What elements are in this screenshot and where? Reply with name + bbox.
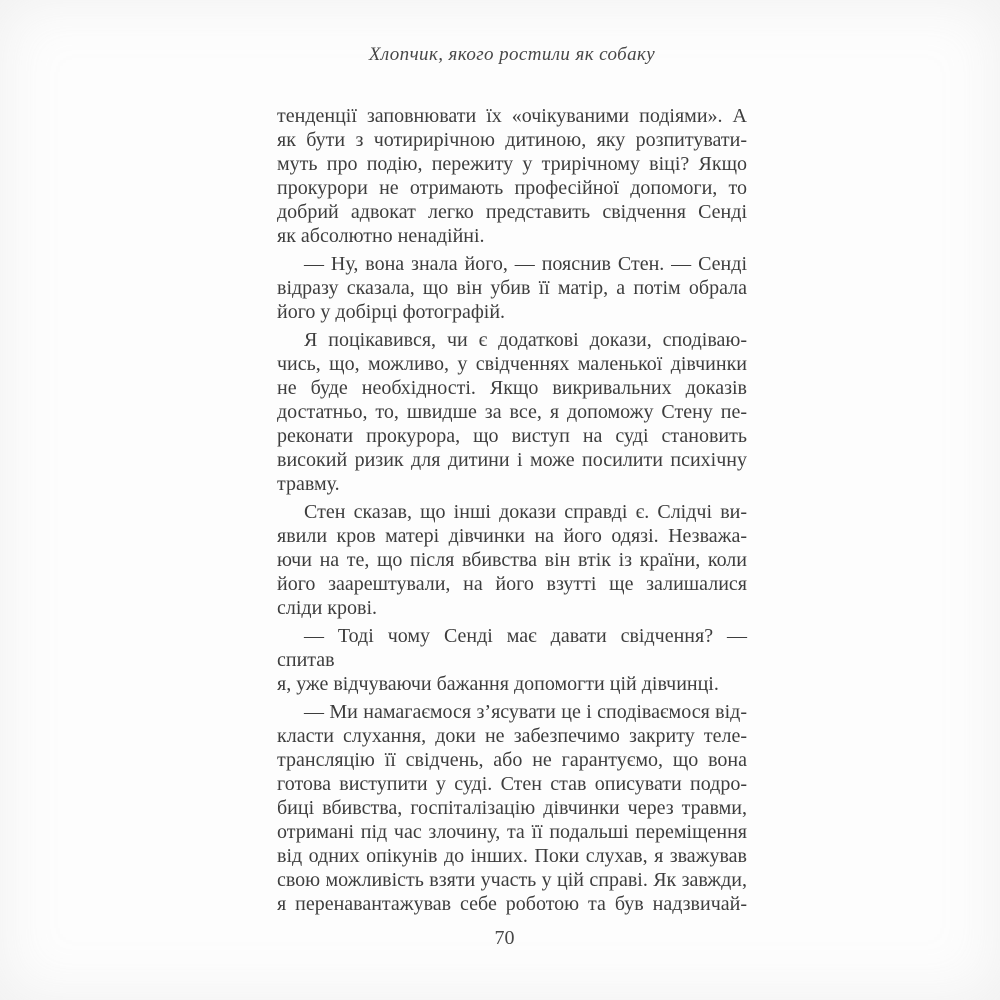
text-line: муть про подію, пережиту у трирічному віці? Якщо <box>277 153 747 175</box>
text-line: ючи на те, що після вбивства він втік із країни, коли <box>277 549 747 571</box>
text-line: чись, що, можливо, у свідченнях маленької дівчинки <box>277 353 747 375</box>
text-line: реконати прокурора, що виступ на суді становить <box>277 425 747 447</box>
text-line: як абсолютно ненадійні. <box>277 225 485 247</box>
text-line: достатньо, то, швидше за все, я допоможу Стену пе- <box>277 401 747 423</box>
text-line: його заарештували, на його взутті ще залишалися <box>277 573 747 595</box>
text-line: биці вбивства, госпіталізацію дівчинки через травми, <box>277 797 747 819</box>
paragraph <box>277 104 747 248</box>
text-line: — Тоді чому Сенді має давати свідчення? — спитав <box>277 625 747 671</box>
text-line: високий ризик для дитини і може посилити психічну <box>277 449 747 471</box>
text-line: Стен сказав, що інші докази справді є. Слідчі ви- <box>304 501 747 523</box>
page-text <box>277 104 747 916</box>
text-line: як бути з чотирирічною дитиною, яку розпитувати- <box>277 129 747 151</box>
text-line: прокурори не отримають професійної допомоги, то <box>277 177 747 199</box>
text-line: сліди крові. <box>277 597 378 619</box>
text-line: я, уже відчуваючи бажання допомогти цій дівчинці. <box>277 673 719 695</box>
text-line: тенденції заповнювати їх «очікуваними подіями». А <box>277 105 747 127</box>
text-line: трансляцію її свідчень, або не гарантуємо, що вона <box>277 749 747 771</box>
text-line: не буде необхідності. Якщо викривальних доказів <box>277 377 747 399</box>
paragraph <box>277 624 747 696</box>
text-line: я перенавантажував себе роботою та був надзвичай- <box>277 893 747 915</box>
text-line: явили кров матері дівчинки на його одязі. Незважа- <box>277 525 747 547</box>
text-line: добрий адвокат легко представить свідчення Сенді <box>277 201 747 223</box>
text-line: відразу сказала, що він убив її матір, а потім обрала <box>277 277 747 299</box>
text-line: — Ми намагаємося з’ясувати це і сподіваємося від- <box>304 701 747 723</box>
paragraph <box>277 328 747 496</box>
page-number: 70 <box>494 927 515 949</box>
text-line: класти слухання, доки не забезпечимо закриту теле- <box>277 725 747 747</box>
text-line: — Ну, вона знала його, — пояснив Стен. — Сенді <box>304 253 747 275</box>
paragraph <box>277 252 747 324</box>
text-line: готова виступити у суді. Стен став описувати подро- <box>277 773 747 795</box>
text-line: отримані під час злочину, та її подальші переміщення <box>277 821 747 843</box>
running-title: Хлопчик, якого ростили як собаку <box>368 44 656 65</box>
text-line: Я поцікавився, чи є додаткові докази, сподіваю- <box>304 329 747 351</box>
text-line: свою можливість взяти участь у цій справі. Як завжди, <box>277 869 747 891</box>
text-line: травму. <box>277 473 340 495</box>
text-line: його у добірці фотографій. <box>277 301 506 323</box>
paragraph <box>277 500 747 620</box>
text-line: від одних опікунів до інших. Поки слухав, я зважував <box>277 845 747 867</box>
paragraph <box>277 700 747 916</box>
